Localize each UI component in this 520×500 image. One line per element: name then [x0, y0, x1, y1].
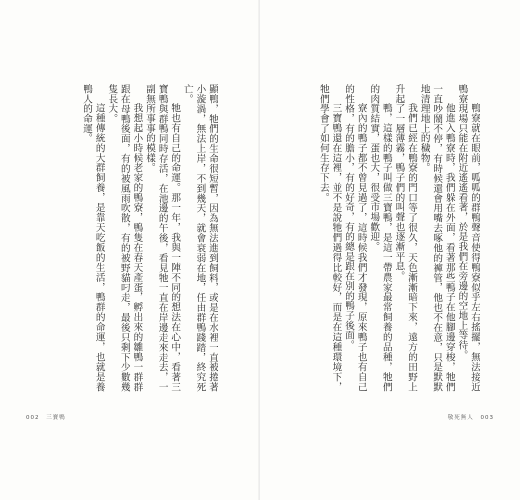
- paragraph: 鴨，這樣的鴨子叫做三寶鴨，是這一帶農家最常飼養的品種，牠們的肉質結實，蛋也大，很受市場歡迎。: [368, 84, 392, 392]
- right-page-body: [315, 84, 480, 392]
- left-page-footer: [22, 413, 66, 421]
- paragraph: 這種傳統的大群飼養，是靠天吃飯的生活，鴨群的命運，也就是養鴨人的命運。: [81, 84, 105, 392]
- paragraph: 寮內的鴨子都不曾見過了，這時候我們才發現，原來鴨子也有自己的性格，有的膽小，有的好奇，有的總是跟在別的鴨子後面。: [343, 84, 367, 392]
- right-page-footer: [448, 413, 498, 421]
- paragraph: 我想起小時候老家的鴨寮，鴨隻在春天產蛋，孵出來的雛鴨一群群跟在母鴨後面，有的被風雨吹散，有的被野貓叼走，最後只剩下少數幾隻長大。: [106, 84, 143, 392]
- left-page-body: [40, 84, 218, 392]
- page-number: 003: [480, 415, 494, 421]
- running-head-book-title: 三寶鴨: [46, 415, 66, 421]
- paragraph: 牠也有自己的命運。那一年，我與一陣不同的想法在心中，看著三寶鴨與群鴨同時存活，在池邊的午後，看見牠一直在岸邊走來走去，一副無所事事的模樣。: [144, 84, 181, 392]
- paragraph: 三寶鴨還在這裡，並不是說牠們過得比較好，而是在這種環境下，牠們學會了如何生存下去。: [317, 84, 342, 392]
- paragraph: 鴨寮就在眼前，呱呱的群鴨聲音使得鴨寮似乎左右搖擺，無法接近鴨寮現場只能在附近遙遙看著，於是我們在旁邊的空地上等待。: [456, 84, 480, 392]
- right-page: [260, 0, 520, 500]
- paragraph: 他進入鴨寮時，我們躲在外面，看著那些鴨子在他腳邊穿梭，牠們一直吵鬧不停，有時候還會用嘴去啄他的褲管，他也不在意，只是默默地清理地上的穢物。: [418, 84, 455, 392]
- paragraph: 我們已經在鴨寮的門口等了很久，天色漸漸暗下來，遠方的田野上升起了一層薄霧，鴨子們的叫聲也逐漸平息。: [393, 84, 418, 392]
- paragraph: 顯鴨，牠們的生命很短暫，因為無法進到飼料，或是在水裡一直被捲著小漩渦，無法上岸，不到幾天，就會衰弱在地，任由群鴨踐踏，終究死亡。: [181, 84, 218, 392]
- running-head-section-title: 敬死無人: [447, 415, 474, 421]
- page-number: 002: [26, 415, 40, 421]
